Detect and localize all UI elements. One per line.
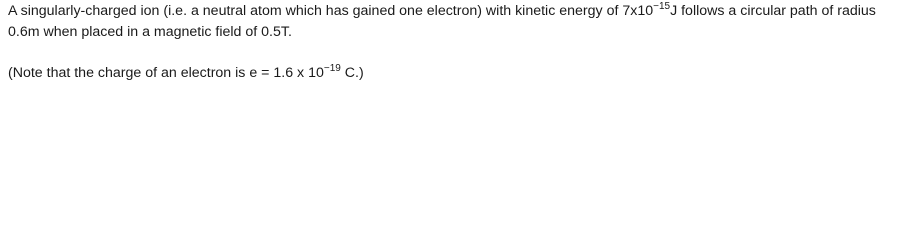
- question-line1-start: A singularly-charged ion (i.e. a neutral atom which has gained one electron) with kinetic energy of 7x10: [8, 3, 654, 19]
- question-text: [8, 1, 876, 43]
- note-text: [8, 63, 364, 84]
- note-start: (Note that the charge of an electron is e = 1.6 x 10: [8, 65, 324, 81]
- question-line2: 0.6m when placed in a magnetic field of 0.5T.: [8, 24, 292, 40]
- question-line1-end: J follows a circular path of radius: [670, 3, 876, 19]
- note-end: C.): [340, 65, 364, 81]
- charge-exponent: −19: [323, 63, 341, 74]
- energy-exponent: −15: [653, 1, 671, 12]
